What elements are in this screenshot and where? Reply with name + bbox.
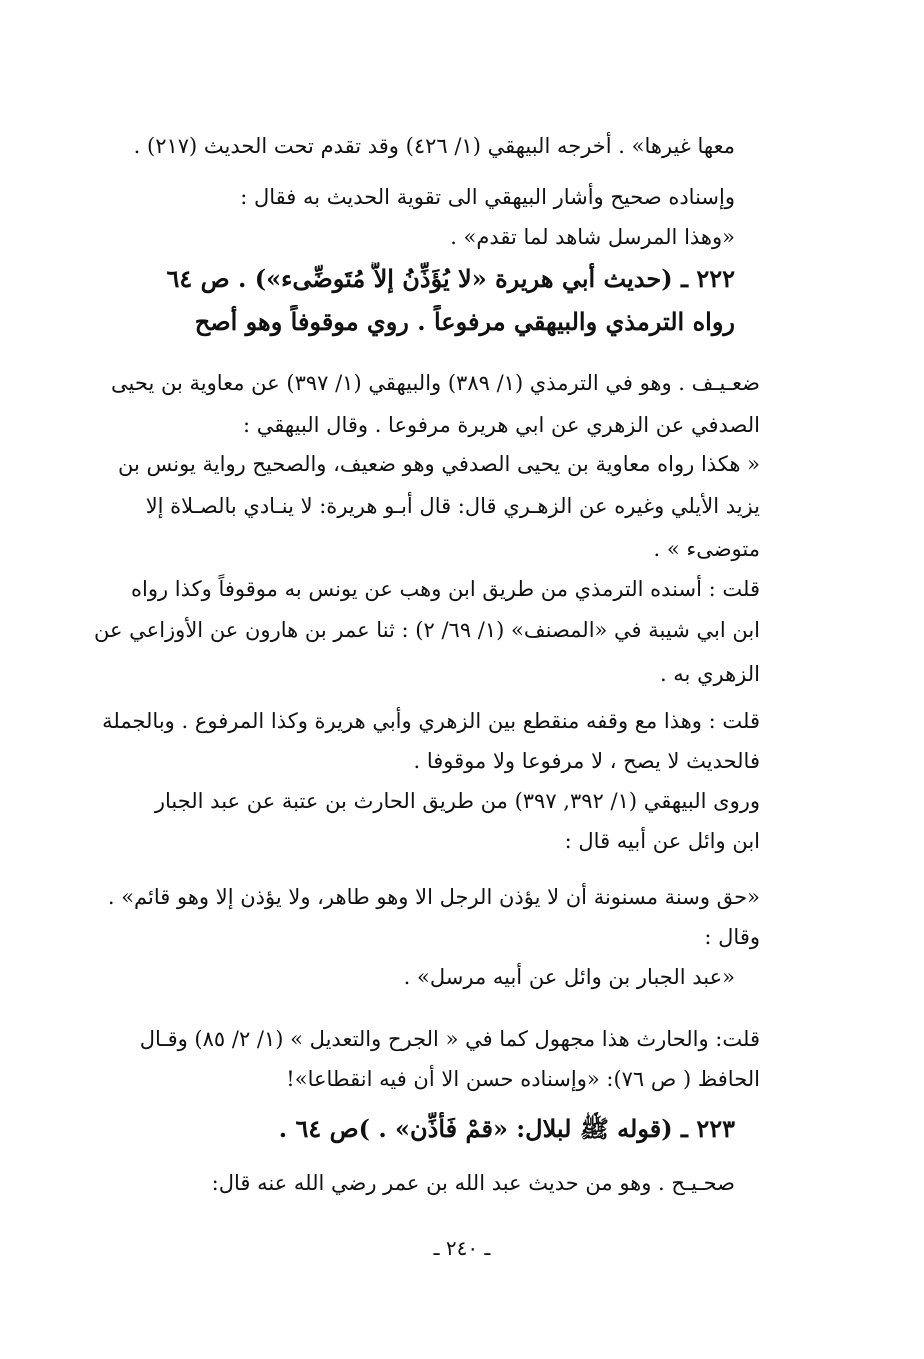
text-line: ابن وائل عن أبيه قال : [564, 829, 760, 853]
text-line: متوضىء » . [653, 537, 760, 561]
text-line: «حق وسنة مسنونة أن لا يؤذن الرجل الا وهو طاهر، ولا يؤذن إلا وهو قائم» . [107, 885, 760, 909]
text-line: «عبد الجبار بن وائل عن أبيه مرسل» . [403, 965, 735, 989]
page-number: ـ ٢٤٠ ـ [433, 1236, 491, 1260]
text-line: صحـيـح . وهو من حديث عبد الله بن عمر رضي الله عنه قال: [211, 1171, 735, 1195]
text-line: «وهذا المرسل شاهد لما تقدم» . [450, 225, 735, 249]
text-line: ضعـيـف . وهو في الترمذي (١/ ٣٨٩) والبيهقي (١/ ٣٩٧) عن معاوية بن يحيى [111, 371, 760, 395]
text-line: الصدفي عن الزهري عن ابي هريرة مرفوعا . وقال البيهقي : [243, 413, 760, 437]
text-line: قلت : وهذا مع وقفه منقطع بين الزهري وأبي هريرة وكذا المرفوع . وبالجملة [102, 709, 760, 733]
text-line: الحافظ ( ص ٧٦): «وإسناده حسن الا أن فيه انقطاعا»! [286, 1067, 760, 1091]
text-line: « هكذا رواه معاوية بن يحيى الصدفي وهو ضعيف، والصحيح رواية يونس بن [118, 452, 760, 476]
hadith-heading-222: ٢٢٢ ـ (حديث أبي هريرة «لا يُؤَذِّنُ إلاَّ مُتَوضِّىء») . ص ٦٤ [166, 264, 735, 293]
text-line: معها غيرها» . أخرجه البيهقي (١/ ٤٢٦) وقد تقدم تحت الحديث (٢١٧) . [133, 134, 735, 158]
text-line: ابن ابي شيبة في «المصنف» (١/ ٦٩/ ٢) : ثنا عمر بن هارون عن الأوزاعي عن [93, 618, 760, 642]
text-line: يزيد الأيلي وغيره عن الزهـري قال: قال أبـو هريرة: لا ينـادي بالصـلاة إلا [145, 494, 760, 518]
text-line: وإسناده صحيح وأشار البيهقي الى تقوية الحديث به فقال : [240, 185, 735, 209]
hadith-summary: رواه الترمذي والبيهقي مرفوعاً . روي موقوفاً وهو أصح [194, 307, 735, 336]
text-line: قلت : أسنده الترمذي من طريق ابن وهب عن يونس به موقوفاً وكذا رواه [131, 577, 760, 601]
text-line: وقال : [704, 925, 760, 949]
text-line: وروى البيهقي (١/ ٣٩٢, ٣٩٧) من طريق الحارث بن عتبة عن عبد الجبار [154, 789, 760, 813]
text-line: فالحديث لا يصح ، لا مرفوعا ولا موقوفا . [413, 749, 760, 773]
hadith-heading-223: ٢٢٣ ـ (قوله ﷺ لبلال: «قمْ فَأذِّن» . )ص ٦٤ . [278, 1114, 735, 1143]
text-line: الزهري به . [659, 662, 760, 686]
text-line: قلت: والحارث هذا مجهول كما في « الجرح والتعديل » (١/ ٢/ ٨٥) وقـال [139, 1027, 760, 1051]
